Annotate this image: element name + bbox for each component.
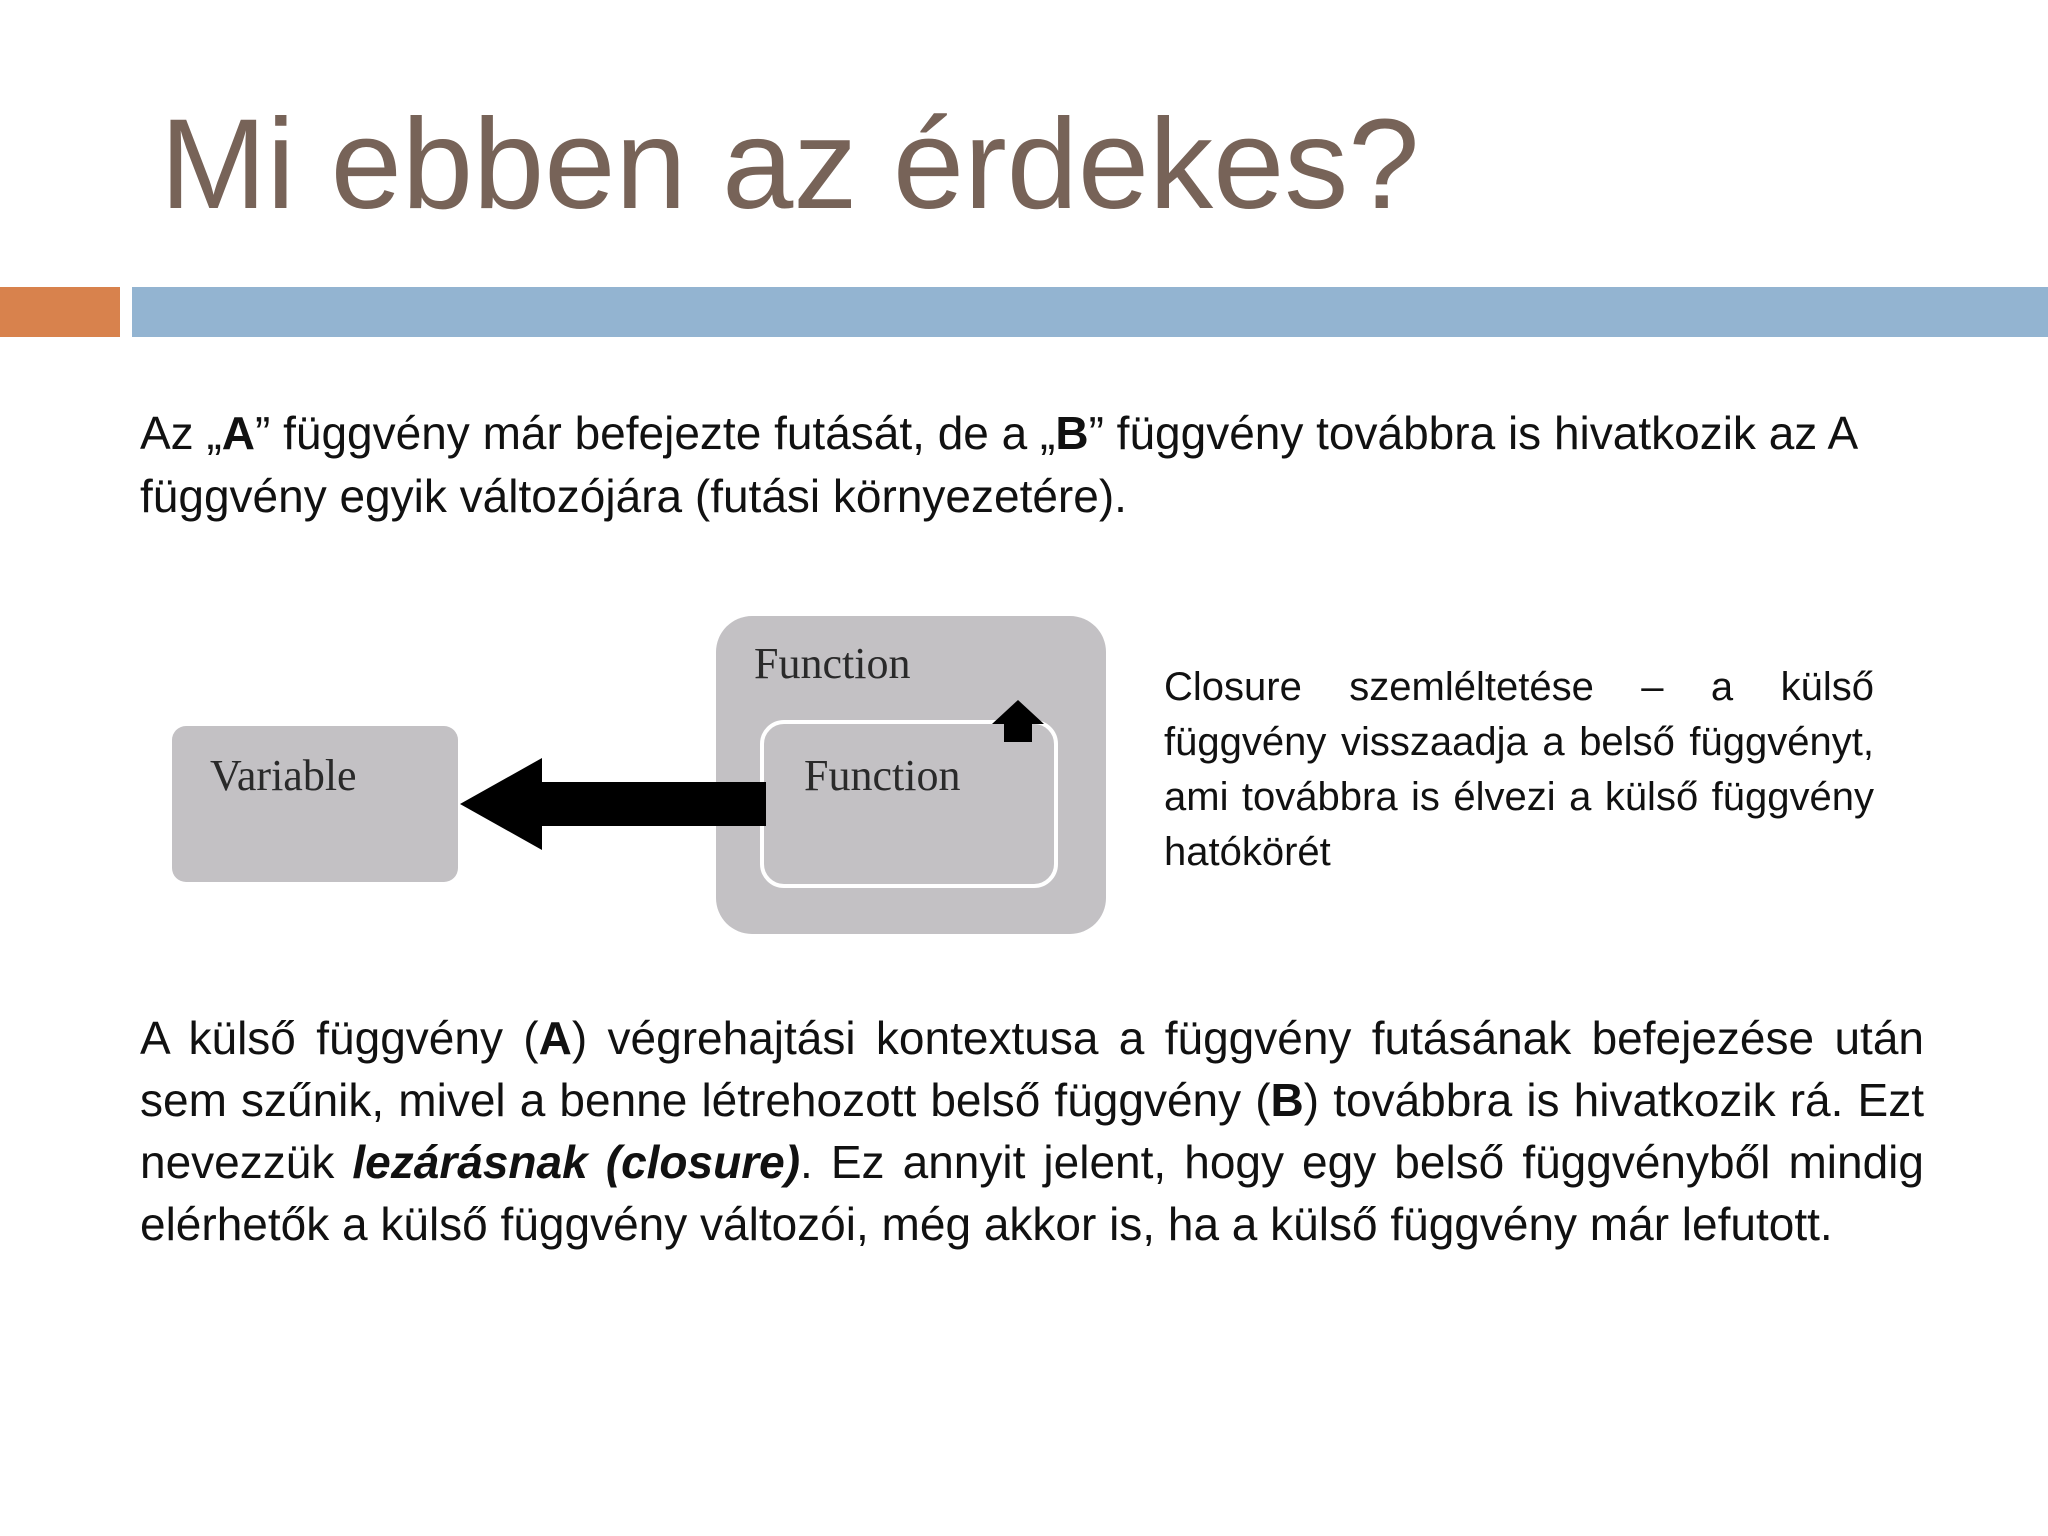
intro-bold-a: A <box>221 407 256 459</box>
diagram-caption: Closure szemléltetése – a külső függvény visszaadja a belső függvényt, ami továbbra is élvezi a külső függvény hatókörét <box>1164 665 1874 874</box>
intro-text-1: Az „ <box>140 407 222 459</box>
intro-text-3: ” függvény továbbra is hivatkozik az A függvény egyik változójára (futási környezetére). <box>140 407 1856 522</box>
intro-paragraph <box>140 402 1900 528</box>
outer-function-label: Function <box>754 639 911 688</box>
variable-box <box>172 726 458 882</box>
intro-bold-b: B <box>1055 407 1089 459</box>
body-text-1: A külső függvény ( <box>140 1012 539 1064</box>
closure-diagram <box>170 612 1110 938</box>
body-text-2: ) végrehajtási kontextusa a függvény futásának befejezése után sem szűnik, mivel a benne létrehozott belső függvény ( <box>140 1012 1924 1126</box>
inner-function-label: Function <box>804 751 961 800</box>
variable-label: Variable <box>210 751 357 800</box>
body-bold-b: B <box>1270 1074 1304 1126</box>
title-accent-bar-orange <box>0 287 120 337</box>
title-accent-bar-blue <box>132 287 2048 337</box>
body-text-4: . Ez annyit jelent, hogy egy belső függvényből mindig elérhetők a külső függvény változói, még akkor is, ha a külső függvény már lefutott. <box>140 1136 1924 1250</box>
body-paragraph <box>140 1007 1924 1255</box>
body-bold-a: A <box>538 1012 572 1064</box>
slide-title: Mi ebben az érdekes? <box>160 93 1420 236</box>
closure-term: lezárásnak (closure) <box>352 1136 801 1188</box>
body-text-3: ) továbbra is hivatkozik rá. Ezt nevezzük <box>140 1074 1924 1188</box>
intro-text-2: ” függvény már befejezte futását, de a „ <box>255 407 1056 459</box>
